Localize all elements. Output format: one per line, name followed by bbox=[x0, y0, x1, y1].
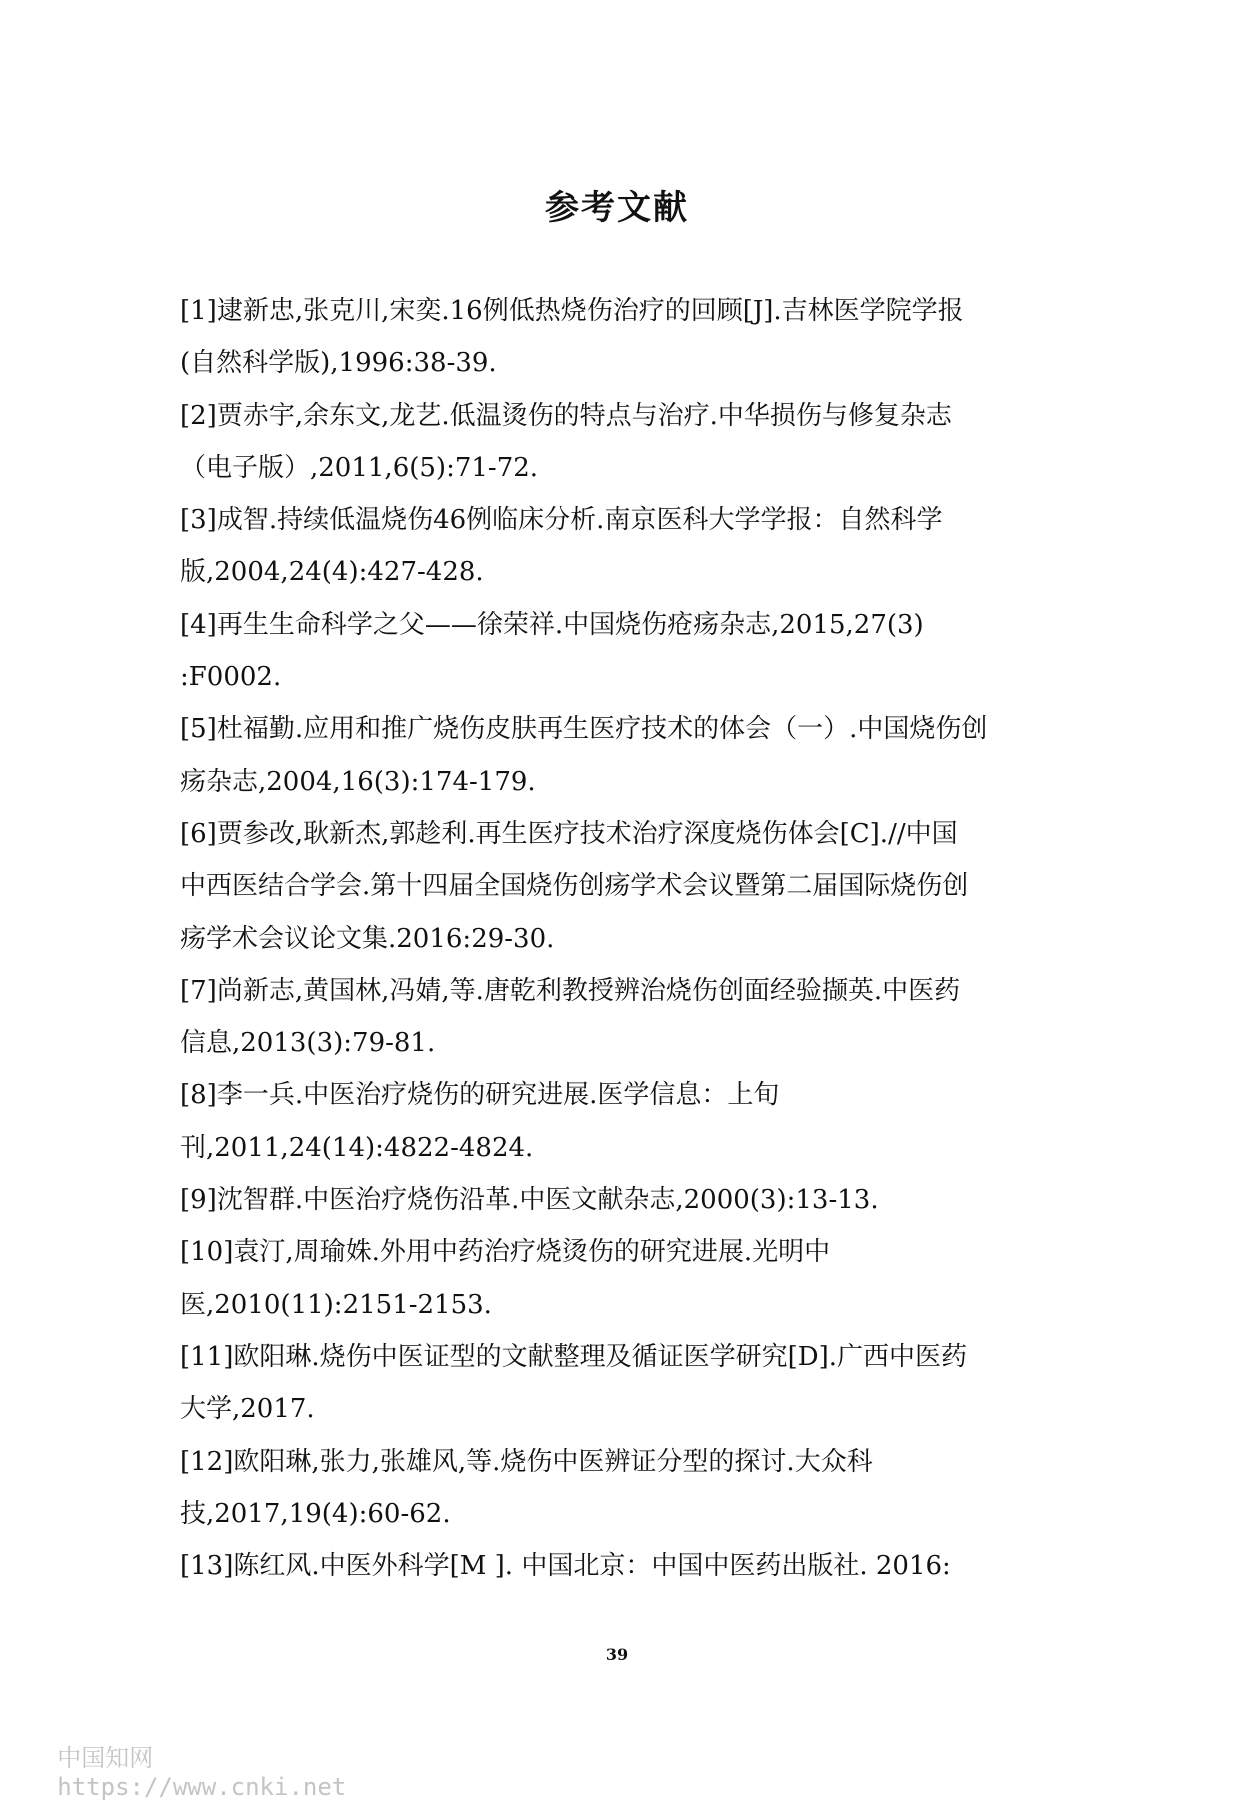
reference-entry bbox=[180, 703, 1100, 808]
reference-line: [8]李一兵.中医治疗烧伤的研究进展.医学信息：上旬 bbox=[180, 1080, 780, 1111]
reference-line: [9]沈智群.中医治疗烧伤沿革.中医文献杂志,2000(3):13-13. bbox=[180, 1185, 879, 1216]
reference-line: [4]再生生命科学之父——徐荣祥.中国烧伤疮疡杂志,2015,27(3) bbox=[180, 609, 924, 640]
reference-entry bbox=[180, 1226, 1100, 1331]
reference-entry bbox=[180, 494, 1100, 599]
reference-line: [7]尚新志,黄国林,冯婧,等.唐乾利教授辨治烧伤创面经验撷英.中医药 bbox=[180, 975, 961, 1006]
reference-list bbox=[180, 285, 1100, 1592]
reference-line: [6]贾参改,耿新杰,郭趁利.再生医疗技术治疗深度烧伤体会[C].//中国 bbox=[180, 818, 958, 849]
reference-line: [2]贾赤宇,余东文,龙艺.低温烫伤的特点与治疗.中华损伤与修复杂志 bbox=[180, 400, 952, 431]
reference-line: [10]袁汀,周瑜姝.外用中药治疗烧烫伤的研究进展.光明中 bbox=[180, 1237, 831, 1268]
reference-entry bbox=[180, 808, 1100, 965]
reference-entry bbox=[180, 1540, 1100, 1592]
reference-entry bbox=[180, 1174, 1100, 1226]
reference-line: 中西医结合学会.第十四届全国烧伤创疡学术会议暨第二届国际烧伤创 bbox=[180, 871, 969, 902]
cnki-url: https://www.cnki.net bbox=[57, 1773, 347, 1801]
reference-line: 版,2004,24(4):427-428. bbox=[180, 557, 484, 588]
reference-line: [1]逮新忠,张克川,宋奕.16例低热烧伤治疗的回顾[J].吉林医学院学报 bbox=[180, 296, 964, 326]
cnki-watermark bbox=[42, 1710, 346, 1801]
reference-line: (自然科学版),1996:38-39. bbox=[180, 348, 497, 379]
reference-line: 刊,2011,24(14):4822-4824. bbox=[180, 1132, 534, 1163]
page-title: 参考文献 bbox=[545, 188, 689, 228]
reference-entry bbox=[180, 390, 1100, 495]
reference-line: [13]陈红风.中医外科学[M ]. 中国北京：中国中医药出版社. 2016: bbox=[180, 1551, 951, 1582]
reference-line: 疡杂志,2004,16(3):174-179. bbox=[180, 766, 536, 797]
reference-entry bbox=[180, 285, 1100, 390]
reference-entry bbox=[180, 599, 1100, 704]
page-number: 39 bbox=[605, 1645, 629, 1664]
reference-entry bbox=[180, 1331, 1100, 1436]
reference-entry bbox=[180, 965, 1100, 1070]
reference-line: [3]成智.持续低温烧伤46例临床分析.南京医科大学学报：自然科学 bbox=[180, 505, 943, 536]
reference-line: 疡学术会议论文集.2016:29-30. bbox=[180, 923, 555, 954]
reference-entry bbox=[180, 1069, 1100, 1174]
reference-line: 技,2017,19(4):60-62. bbox=[180, 1498, 451, 1529]
reference-line: :F0002. bbox=[180, 662, 282, 693]
reference-line: 信息,2013(3):79-81. bbox=[180, 1028, 436, 1059]
cnki-logo-text: 中国知网 bbox=[57, 1744, 154, 1772]
reference-line: [5]杜福勤.应用和推广烧伤皮肤再生医疗技术的体会（一）.中国烧伤创 bbox=[180, 714, 988, 745]
reference-line: [12]欧阳琳,张力,张雄风,等.烧伤中医辨证分型的探讨.大众科 bbox=[180, 1446, 873, 1477]
reference-line: 大学,2017. bbox=[180, 1394, 315, 1425]
reference-line: [11]欧阳琳.烧伤中医证型的文献整理及循证医学研究[D].广西中医药 bbox=[180, 1341, 968, 1372]
reference-line: （电子版）,2011,6(5):71-72. bbox=[180, 452, 539, 483]
reference-entry bbox=[180, 1436, 1100, 1541]
reference-line: 医,2010(11):2151-2153. bbox=[180, 1289, 492, 1320]
